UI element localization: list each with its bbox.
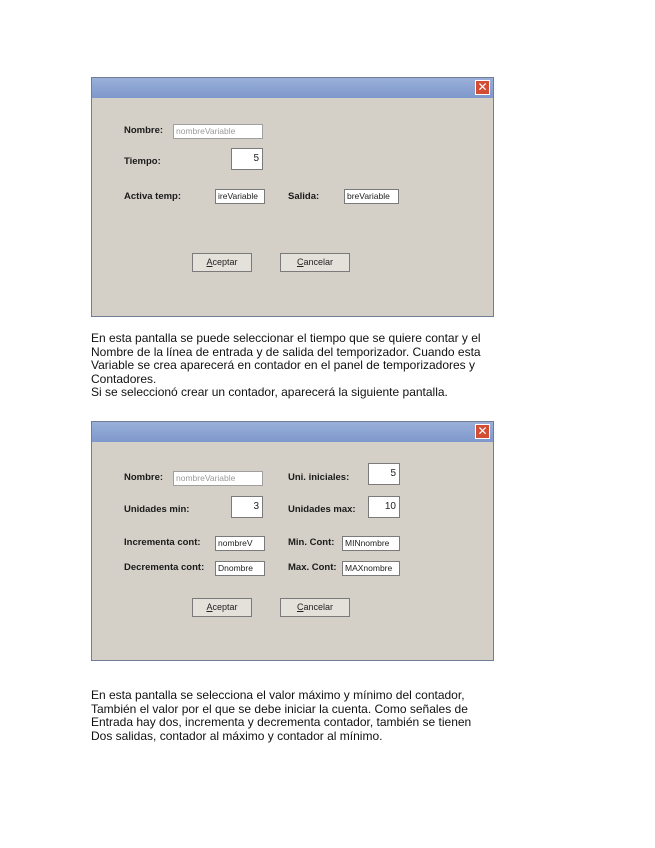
nombre-field[interactable]: nombreVariable bbox=[173, 471, 263, 486]
close-icon[interactable]: ✕ bbox=[475, 80, 490, 95]
paragraph-2: En esta pantalla se selecciona el valor máximo y mínimo del contador, También el valor por el que se debe iniciar la cuenta. Como señales de Entrada hay dos, incrementa y decrementa contador, también se tienen Dos salidas, contador al máximo y contador al mínimo. bbox=[91, 688, 472, 743]
aceptar-mnemonic: A bbox=[206, 602, 213, 612]
close-icon[interactable]: ✕ bbox=[475, 424, 490, 439]
cancelar-button[interactable] bbox=[280, 253, 350, 272]
aceptar-label: ceptar bbox=[212, 257, 238, 267]
tiempo-label: Tiempo: bbox=[124, 156, 161, 167]
unidades-min-label: Unidades min: bbox=[124, 504, 190, 515]
unidades-max-label: Unidades max: bbox=[288, 504, 356, 515]
salida-label: Salida: bbox=[288, 191, 320, 202]
cancelar-label: ancelar bbox=[303, 602, 334, 612]
aceptar-mnemonic: A bbox=[206, 257, 213, 267]
cancelar-button[interactable] bbox=[280, 598, 350, 617]
dialog-titlebar bbox=[92, 78, 493, 98]
cancelar-mnemonic: C bbox=[296, 257, 304, 267]
min-cont-label: Min. Cont: bbox=[288, 537, 335, 548]
decrementa-label: Decrementa cont: bbox=[124, 562, 205, 573]
cancelar-label: ancelar bbox=[303, 257, 334, 267]
incrementa-label: Incrementa cont: bbox=[124, 537, 201, 548]
uni-iniciales-field[interactable]: 5 bbox=[368, 463, 400, 485]
incrementa-field[interactable]: nombreV bbox=[215, 536, 265, 551]
paragraph-1: En esta pantalla se puede seleccionar el tiempo que se quiere contar y el Nombre de la línea de entrada y de salida del temporizador. Cuando esta Variable se crea aparecerá en contador en el panel de temporizadores y Contadores. Si se seleccionó crear un contador, aparecerá la siguiente pantalla. bbox=[91, 331, 481, 399]
nombre-label: Nombre: bbox=[124, 472, 164, 483]
decrementa-field[interactable]: Dnombre bbox=[215, 561, 265, 576]
activa-temp-label: Activa temp: bbox=[124, 191, 182, 202]
timer-dialog bbox=[91, 77, 494, 317]
unidades-max-field[interactable]: 10 bbox=[368, 496, 400, 518]
max-cont-field[interactable]: MAXnombre bbox=[342, 561, 400, 576]
counter-dialog bbox=[91, 421, 494, 661]
activa-temp-field[interactable]: ireVariable bbox=[215, 189, 265, 204]
nombre-label: Nombre: bbox=[124, 125, 164, 136]
max-cont-label: Max. Cont: bbox=[288, 562, 337, 573]
salida-field[interactable]: breVariable bbox=[344, 189, 399, 204]
aceptar-button[interactable] bbox=[192, 253, 252, 272]
tiempo-field[interactable]: 5 bbox=[231, 148, 263, 170]
unidades-min-field[interactable]: 3 bbox=[231, 496, 263, 518]
aceptar-label: ceptar bbox=[212, 602, 238, 612]
min-cont-field[interactable]: MINnombre bbox=[342, 536, 400, 551]
uni-iniciales-label: Uni. iniciales: bbox=[288, 472, 350, 483]
aceptar-button[interactable] bbox=[192, 598, 252, 617]
dialog-titlebar bbox=[92, 422, 493, 442]
nombre-field[interactable]: nombreVariable bbox=[173, 124, 263, 139]
cancelar-mnemonic: C bbox=[296, 602, 304, 612]
